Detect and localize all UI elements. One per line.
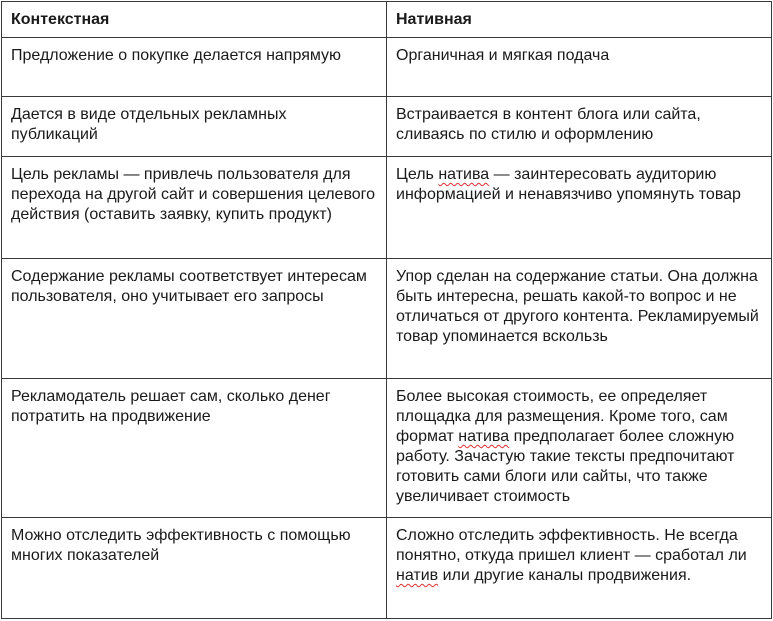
header-contextual: Контекстная <box>2 2 387 38</box>
text-fragment: или другие каналы продвижения. <box>438 567 692 584</box>
spellcheck-word: натива <box>438 166 490 183</box>
cell-contextual: Дается в виде отдельных рекламных публикаций <box>2 97 387 157</box>
text-fragment: — заинтересовать аудиторию информацией и ненавязчиво упомянуть товар <box>396 166 741 203</box>
comparison-table <box>1 1 772 619</box>
header-native: Нативная <box>387 2 772 38</box>
cell-contextual: Содержание рекламы соответствует интересам пользователя, оно учитывает его запросы <box>2 259 387 379</box>
spellcheck-word: натив <box>396 567 439 584</box>
cell-contextual: Можно отследить эффективность с помощью многих показателей <box>2 518 387 619</box>
text-fragment: Сложно отследить эффективность. Не всегда понятно, откуда пришел клиент — сработал ли <box>396 527 747 564</box>
table-row <box>2 518 772 619</box>
table-row <box>2 379 772 518</box>
text-fragment: предполагает более сложную работу. Зачастую такие тексты предпочитают готовить сами блоги или сайты, что также увеличивает стоимость <box>396 428 735 505</box>
table-row <box>2 157 772 259</box>
cell-native: Встраивается в контент блога или сайта, сливаясь по стилю и оформлению <box>387 97 772 157</box>
table-row <box>2 97 772 157</box>
cell-native: Упор сделан на содержание статьи. Она должна быть интересна, решать какой-то вопрос и не отличаться от другого контента. Рекламируемый товар упоминается вскользь <box>387 259 772 379</box>
cell-native <box>387 379 772 518</box>
cell-contextual: Предложение о покупке делается напрямую <box>2 38 387 97</box>
spellcheck-word: натива <box>458 428 510 445</box>
cell-contextual: Рекламодатель решает сам, сколько денег потратить на продвижение <box>2 379 387 518</box>
table-row <box>2 38 772 97</box>
cell-native <box>387 518 772 619</box>
text-fragment: Цель <box>396 166 439 183</box>
cell-contextual: Цель рекламы — привлечь пользователя для перехода на другой сайт и совершения целевого действия (оставить заявку, купить продукт) <box>2 157 387 259</box>
table-row <box>2 259 772 379</box>
cell-native: Органичная и мягкая подача <box>387 38 772 97</box>
cell-native <box>387 157 772 259</box>
header-row <box>2 2 772 38</box>
text-fragment: Более высокая стоимость, ее определяет площадка для размещения. Кроме того, сам формат <box>396 388 728 445</box>
